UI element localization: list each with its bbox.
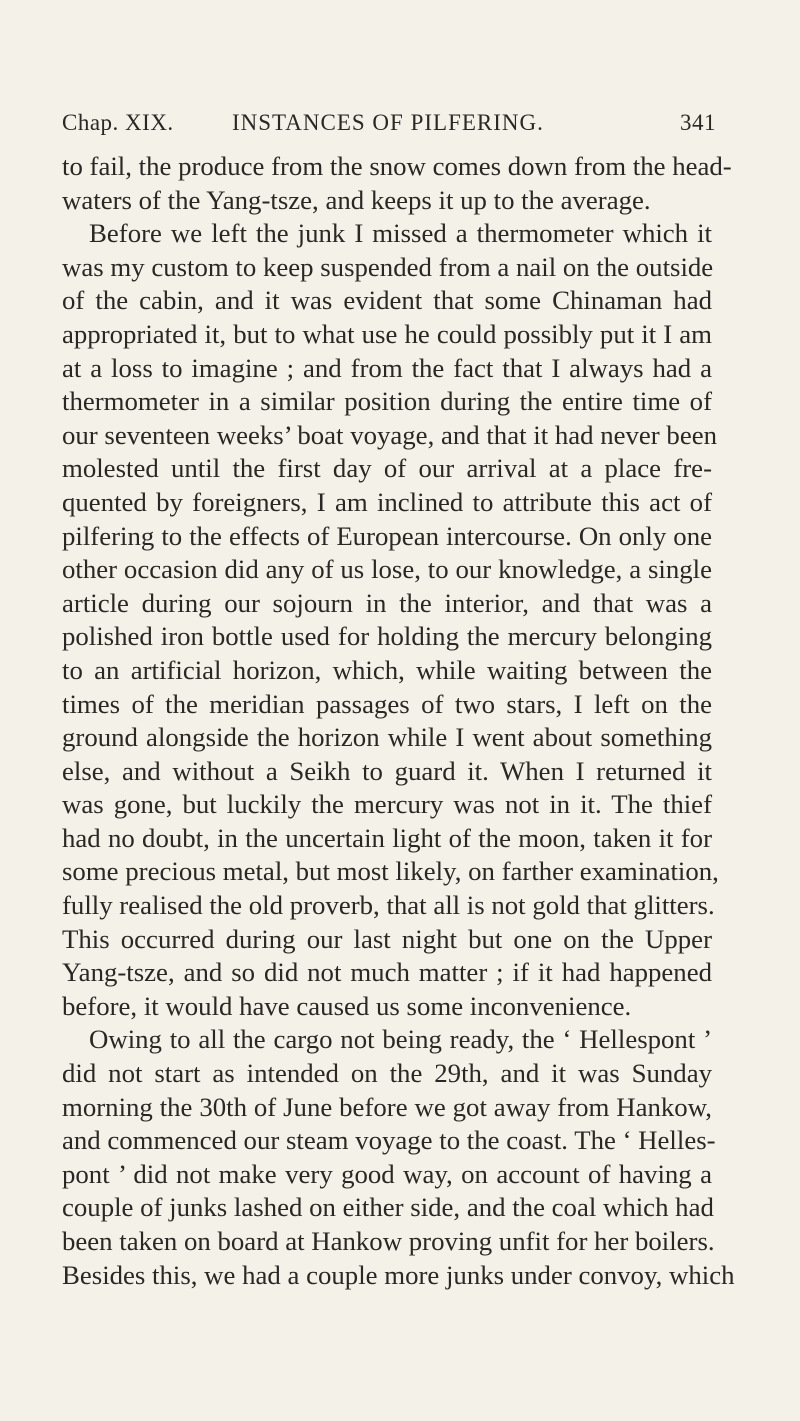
text-line: our seventeen weeks’ boat voyage, and that it had never been (62, 419, 718, 450)
text-line: polished iron bottle used for holding the mercury belonging (62, 621, 712, 652)
text-line: did not start as intended on the 29th, and it was Sunday (62, 1058, 712, 1089)
text-line: before, it would have caused us some inconvenience. (62, 990, 632, 1021)
text-line: fully realised the old proverb, that all is not gold that glitters. (62, 890, 715, 921)
text-line: Besides this, we had a couple more junks under convoy, which (62, 1259, 735, 1290)
page-number: 341 (680, 110, 716, 135)
text-line: to an artificial horizon, which, while waiting between the (62, 654, 712, 685)
running-title: INSTANCES OF PILFERING. (232, 110, 544, 135)
chapter-label: Chap. XIX. (62, 110, 174, 135)
text-line: quented by foreigners, I am inclined to attribute this act of (62, 486, 712, 517)
text-line: thermometer in a similar position during the entire time of (62, 386, 712, 417)
text-line: other occasion did any of us lose, to our knowledge, a single (62, 554, 712, 585)
text-line: morning the 30th of June before we got away from Hankow, (62, 1091, 712, 1122)
text-line: appropriated it, but to what use he could possibly put it I am (62, 318, 712, 349)
text-line: else, and without a Seikh to guard it. When I returned it (62, 755, 712, 786)
text-line: waters of the Yang-tsze, and keeps it up to the average. (62, 184, 651, 215)
text-line: of the cabin, and it was evident that some Chinaman had (62, 285, 712, 316)
text-line: This occurred during our last night but one on the Upper (62, 923, 712, 954)
text-line: Yang-tsze, and so did not much matter ; if it had happened (62, 957, 712, 988)
text-line: pont ’ did not make very good way, on account of having a (62, 1158, 712, 1189)
text-line: ground alongside the horizon while I went about something (62, 722, 712, 753)
text-line: pilfering to the effects of European intercourse. On only one (62, 520, 712, 551)
running-header (62, 110, 716, 142)
text-line: had no doubt, in the uncertain light of the moon, taken it for (62, 822, 712, 853)
text-line: been taken on board at Hankow proving unfit for her boilers. (62, 1226, 715, 1256)
text-line: article during our sojourn in the interior, and that was a (62, 587, 712, 618)
text-line: Before we left the junk I missed a thermometer which it (89, 218, 712, 249)
body-text (62, 150, 735, 1292)
text-line: to fail, the produce from the snow comes down from the head- (62, 151, 732, 181)
text-line: molested until the first day of our arrival at a place fre- (62, 453, 712, 484)
text-line: Owing to all the cargo not being ready, the ‘ Hellespont ’ (89, 1024, 712, 1055)
text-line: couple of junks lashed on either side, and the coal which had (62, 1192, 714, 1223)
text-line: some precious metal, but most likely, on farther examination, (62, 856, 719, 887)
text-line: times of the meridian passages of two stars, I left on the (62, 688, 712, 719)
text-line: was my custom to keep suspended from a nail on the outside (62, 251, 714, 282)
text-line: at a loss to imagine ; and from the fact that I always had a (62, 352, 712, 383)
text-line: and commenced our steam voyage to the coast. The ‘ Helles- (62, 1125, 716, 1156)
text-line: was gone, but luckily the mercury was not in it. The thief (62, 789, 712, 820)
